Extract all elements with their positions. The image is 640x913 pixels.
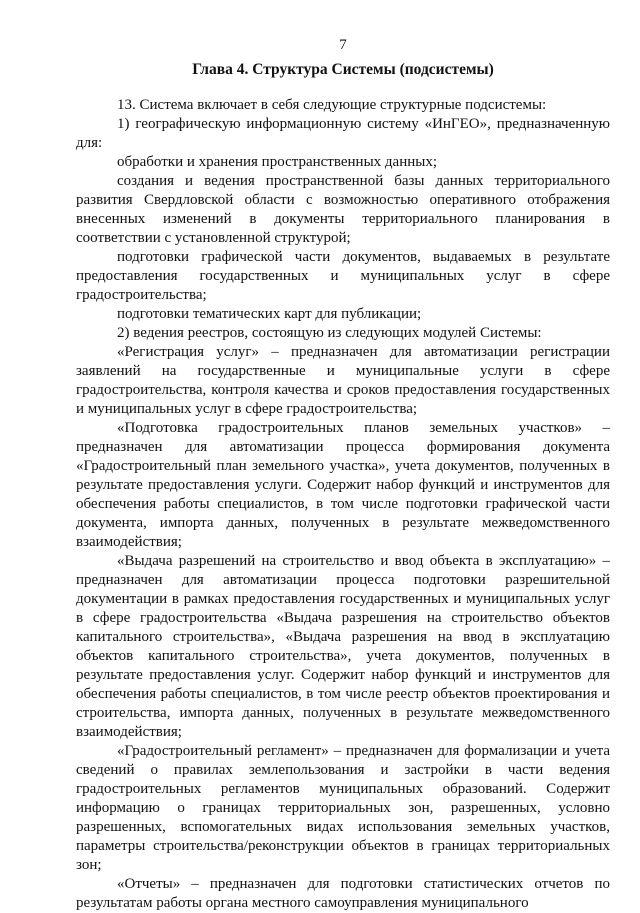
paragraph-thematic-maps: подготовки тематических карт для публикации;: [117, 306, 422, 322]
paragraph-item-1-ingeo: 1) географическую информационную систему «ИнГЕО», предназначенную для:: [76, 116, 610, 151]
paragraph-services-registration: «Регистрация услуг» – предназначен для автоматизации регистрации заявлений на государственные и муниципальные услуги в сфере градостроительства, контроля качества и сроков предоставления государственных и муниципальных услуг в сфере градостроительства;: [76, 344, 610, 417]
paragraph-construction-permits: «Выдача разрешений на строительство и ввод объекта в эксплуатацию» – предназначен для автоматизации процесса подготовки разрешительной документации в рамках предоставления государственных и муниципальных услуг в сфере градостроительства «Выдача разрешения на строительство объектов капитального строительства», «Выдача разрешения на ввод в эксплуатацию объектов капитального строительства», учета документов, полученных в результате предоставления услуг. Содержит набор функций и инструментов для обеспечения работы специалистов, в том числе реестр объектов проектирования и строительства, импорта данных, полученных в результате межведомственного взаимодействия;: [76, 553, 610, 740]
page-number: 7: [339, 37, 347, 53]
paragraph-item-2-registries: 2) ведения реестров, состоящую из следующих модулей Системы:: [117, 325, 542, 341]
paragraph-13-intro: 13. Система включает в себя следующие структурные подсистемы:: [117, 97, 547, 113]
paragraph-spatial-database: создания и ведения пространственной базы данных территориального развития Свердловской области с возможностью оперативного отображения внесенных изменений в документы территориального планирования в соответствии с установленной структурой;: [76, 173, 610, 246]
paragraph-reports: «Отчеты» – предназначен для подготовки статистических отчетов по результатам работы органа местного самоуправления муниципального: [76, 876, 610, 911]
chapter-title: Глава 4. Структура Системы (подсистемы): [192, 61, 494, 78]
paragraph-graphic-part: подготовки графической части документов, выдаваемых в результате предоставления государственных и муниципальных услуг в сфере градостроительства;: [76, 249, 610, 303]
document-page: [76, 36, 610, 913]
paragraph-urban-regulations: «Градостроительный регламент» – предназначен для формализации и учета сведений о правилах землепользования и застройки в части ведения градостроительных регламентов муниципальных образований. Содержит информацию о границах территориальных зон, разрешенных, условно разрешенных, вспомогательных видах использования земельных участков, параметры строительства/реконструкции объектов в границах территориальных зон;: [76, 743, 610, 873]
paragraph-urban-plans: «Подготовка градостроительных планов земельных участков» – предназначен для автоматизации процесса формирования документа «Градостроительный план земельного участка», учета документов, полученных в результате предоставления услуги. Содержит набор функций и инструментов для обеспечения работы специалистов, в том числе подготовки графической части документа, импорта данных, полученных в результате межведомственного взаимодействия;: [76, 420, 610, 550]
paragraph-processing-storage: обработки и хранения пространственных данных;: [117, 154, 437, 170]
